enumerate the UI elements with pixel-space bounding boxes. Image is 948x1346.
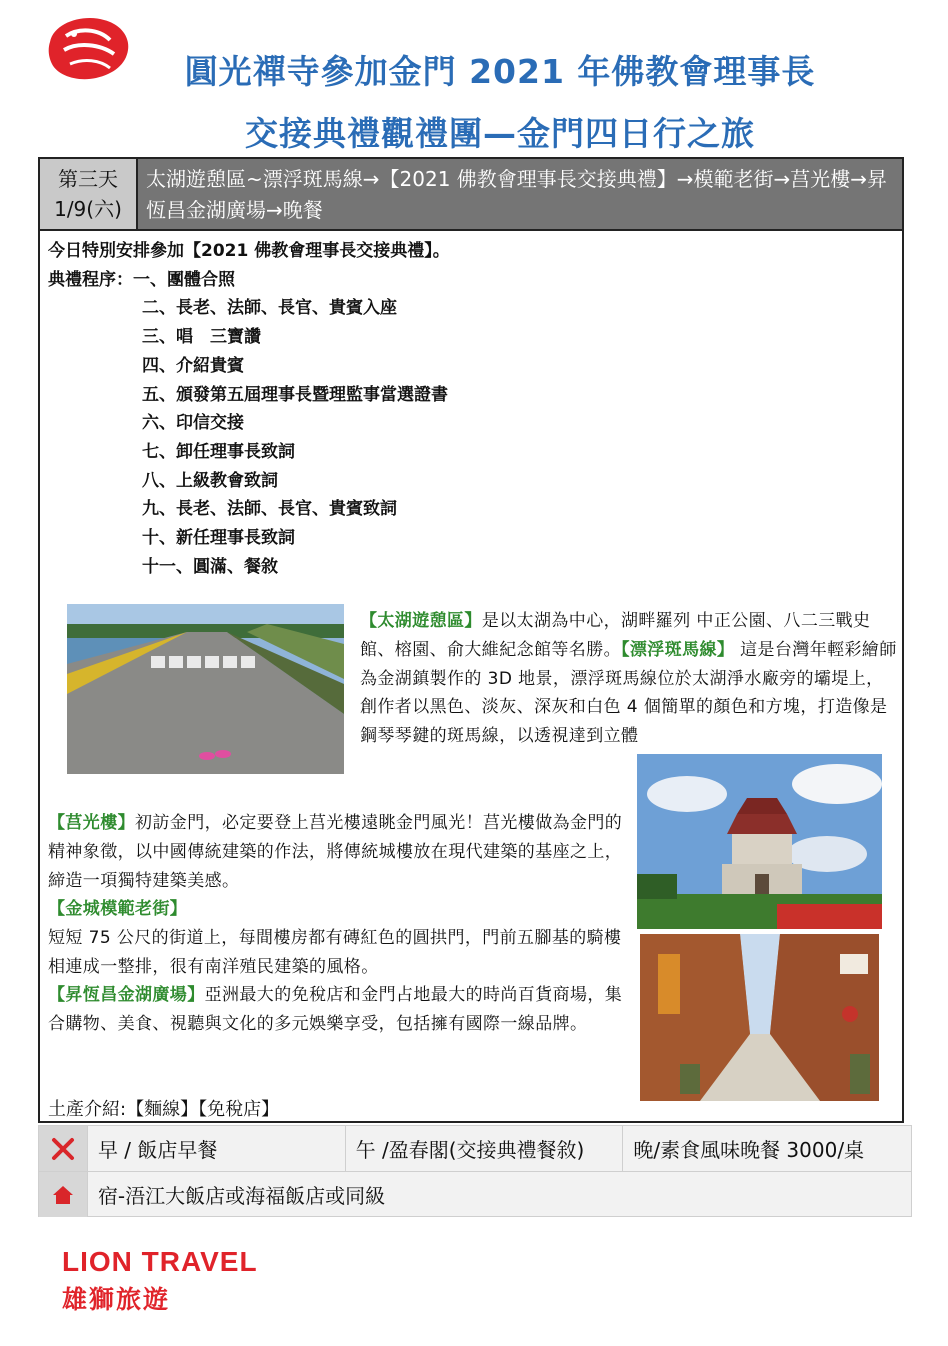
zebra-title: 【漂浮斑馬線】 [621,639,735,660]
program-item: 典禮程序：一、團體合照 [48,269,235,290]
zebra-crossing-photo [67,604,344,774]
page-title-line-2: 交接典禮觀禮團—金門四日行之旅 [245,114,755,153]
jincheng-description: 【金城模範老街】 短短 75 公尺的街道上，每間樓房都有磚紅色的圓拱門，門前五腳基的騎樓相連成一整排，很有南洋殖民建築的風格。 [48,895,624,981]
kingmall-description: 【昇恆昌金湖廣場】亞洲最大的免稅店和金門占地最大的時尚百貨商場，集合購物、美食、視聽與文化的多元娛樂享受，包括擁有國際一線品牌。 [48,985,623,1034]
program-item: 四、介紹貴賓 [142,355,244,376]
hotel-icon-cell [39,1172,88,1217]
intro-sentence: 今日特別安排參加【2021 佛教會理事長交接典禮】。 [48,241,450,261]
program-item: 七、卸任理事長致詞 [142,441,295,462]
day-label [40,159,138,229]
utensils-icon [50,1136,76,1162]
program-item: 五、頒發第五屆理事長暨理監事當選證書 [142,384,448,405]
day-number: 第三天 [58,167,118,191]
juguang-title: 【莒光樓】 [48,813,135,833]
day-date: 1/9(六) [54,197,122,221]
home-icon [51,1184,75,1206]
day-section [38,157,904,1123]
hotel-cell: 宿-浯江大飯店或海福飯店或同級 [97,1184,386,1208]
meals-row [39,1126,911,1172]
taihu-title: 【太湖遊憩區】 [360,611,482,631]
lunch-cell: 午 /盈春閣(交接典禮餐敘) [346,1126,624,1171]
juguang-tower-photo [637,754,882,929]
day-route: 太湖遊憩區~漂浮斑馬線→【2021 佛教會理事長交接典禮】→模範老街→莒光樓→昇恆昌金湖廣場→晚餐 [138,159,902,229]
program-item: 二、長老、法師、長官、貴賓入座 [142,298,397,319]
page-title-line-1: 圓光禪寺參加金門 2021 年佛教會理事長 [184,52,816,91]
program-item: 八、上級教會致詞 [142,470,278,491]
meal-icon-cell [39,1126,88,1171]
ceremony-intro [48,237,450,581]
dinner-cell: 晚/素食風味晚餐 3000/桌 [633,1138,865,1162]
brand-logo-zh: 雄獅旅遊 [62,1285,171,1314]
program-label: 典禮程序： [48,269,133,290]
program-item: 九、長老、法師、長官、貴賓致詞 [142,499,397,520]
taihu-description: 【太湖遊憩區】是以太湖為中心，湖畔羅列 中正公園、八二三戰史館、榕園、俞大維紀念館等名勝。【漂浮斑馬線】 這是台灣年輕彩繪師為金湖鎮製作的 3D 地景，漂浮斑馬線位於太湖淨水廠旁的壩堤上，創作者以黑色、淡灰、深灰和白色 4 個簡單的顏色和方塊，打造像是鋼琴琴鍵的斑馬線，以透視達到立體 [360,611,897,747]
breakfast-cell: 早 / 飯店早餐 [88,1126,346,1171]
kingmall-title: 【昇恆昌金湖廣場】 [48,985,205,1005]
jincheng-title: 【金城模範老街】 [48,899,188,919]
local-products: 土產介紹:【麵線】【免稅店】 [48,1099,280,1120]
program-item: 十一、圓滿、餐敘 [142,556,278,577]
day-header [40,159,902,231]
hotel-row [39,1172,911,1217]
brand-logo-en: LION TRAVEL [62,1246,258,1277]
lion-logo-icon [44,12,132,82]
program-item: 三、唱 三寶讚 [142,327,261,348]
ceremony-program-list [48,266,450,582]
old-street-photo [640,934,879,1101]
program-item: 十、新任理事長致詞 [142,528,295,549]
meal-hotel-table [38,1125,912,1217]
program-item: 六、印信交接 [142,413,244,434]
juguang-description: 【莒光樓】初訪金門，必定要登上莒光樓遠眺金門風光！莒光樓做為金門的精神象徵，以中國傳統建築的作法，將傳統城樓放在現代建築的基座之上，締造一項獨特建築美感。 [48,813,623,891]
